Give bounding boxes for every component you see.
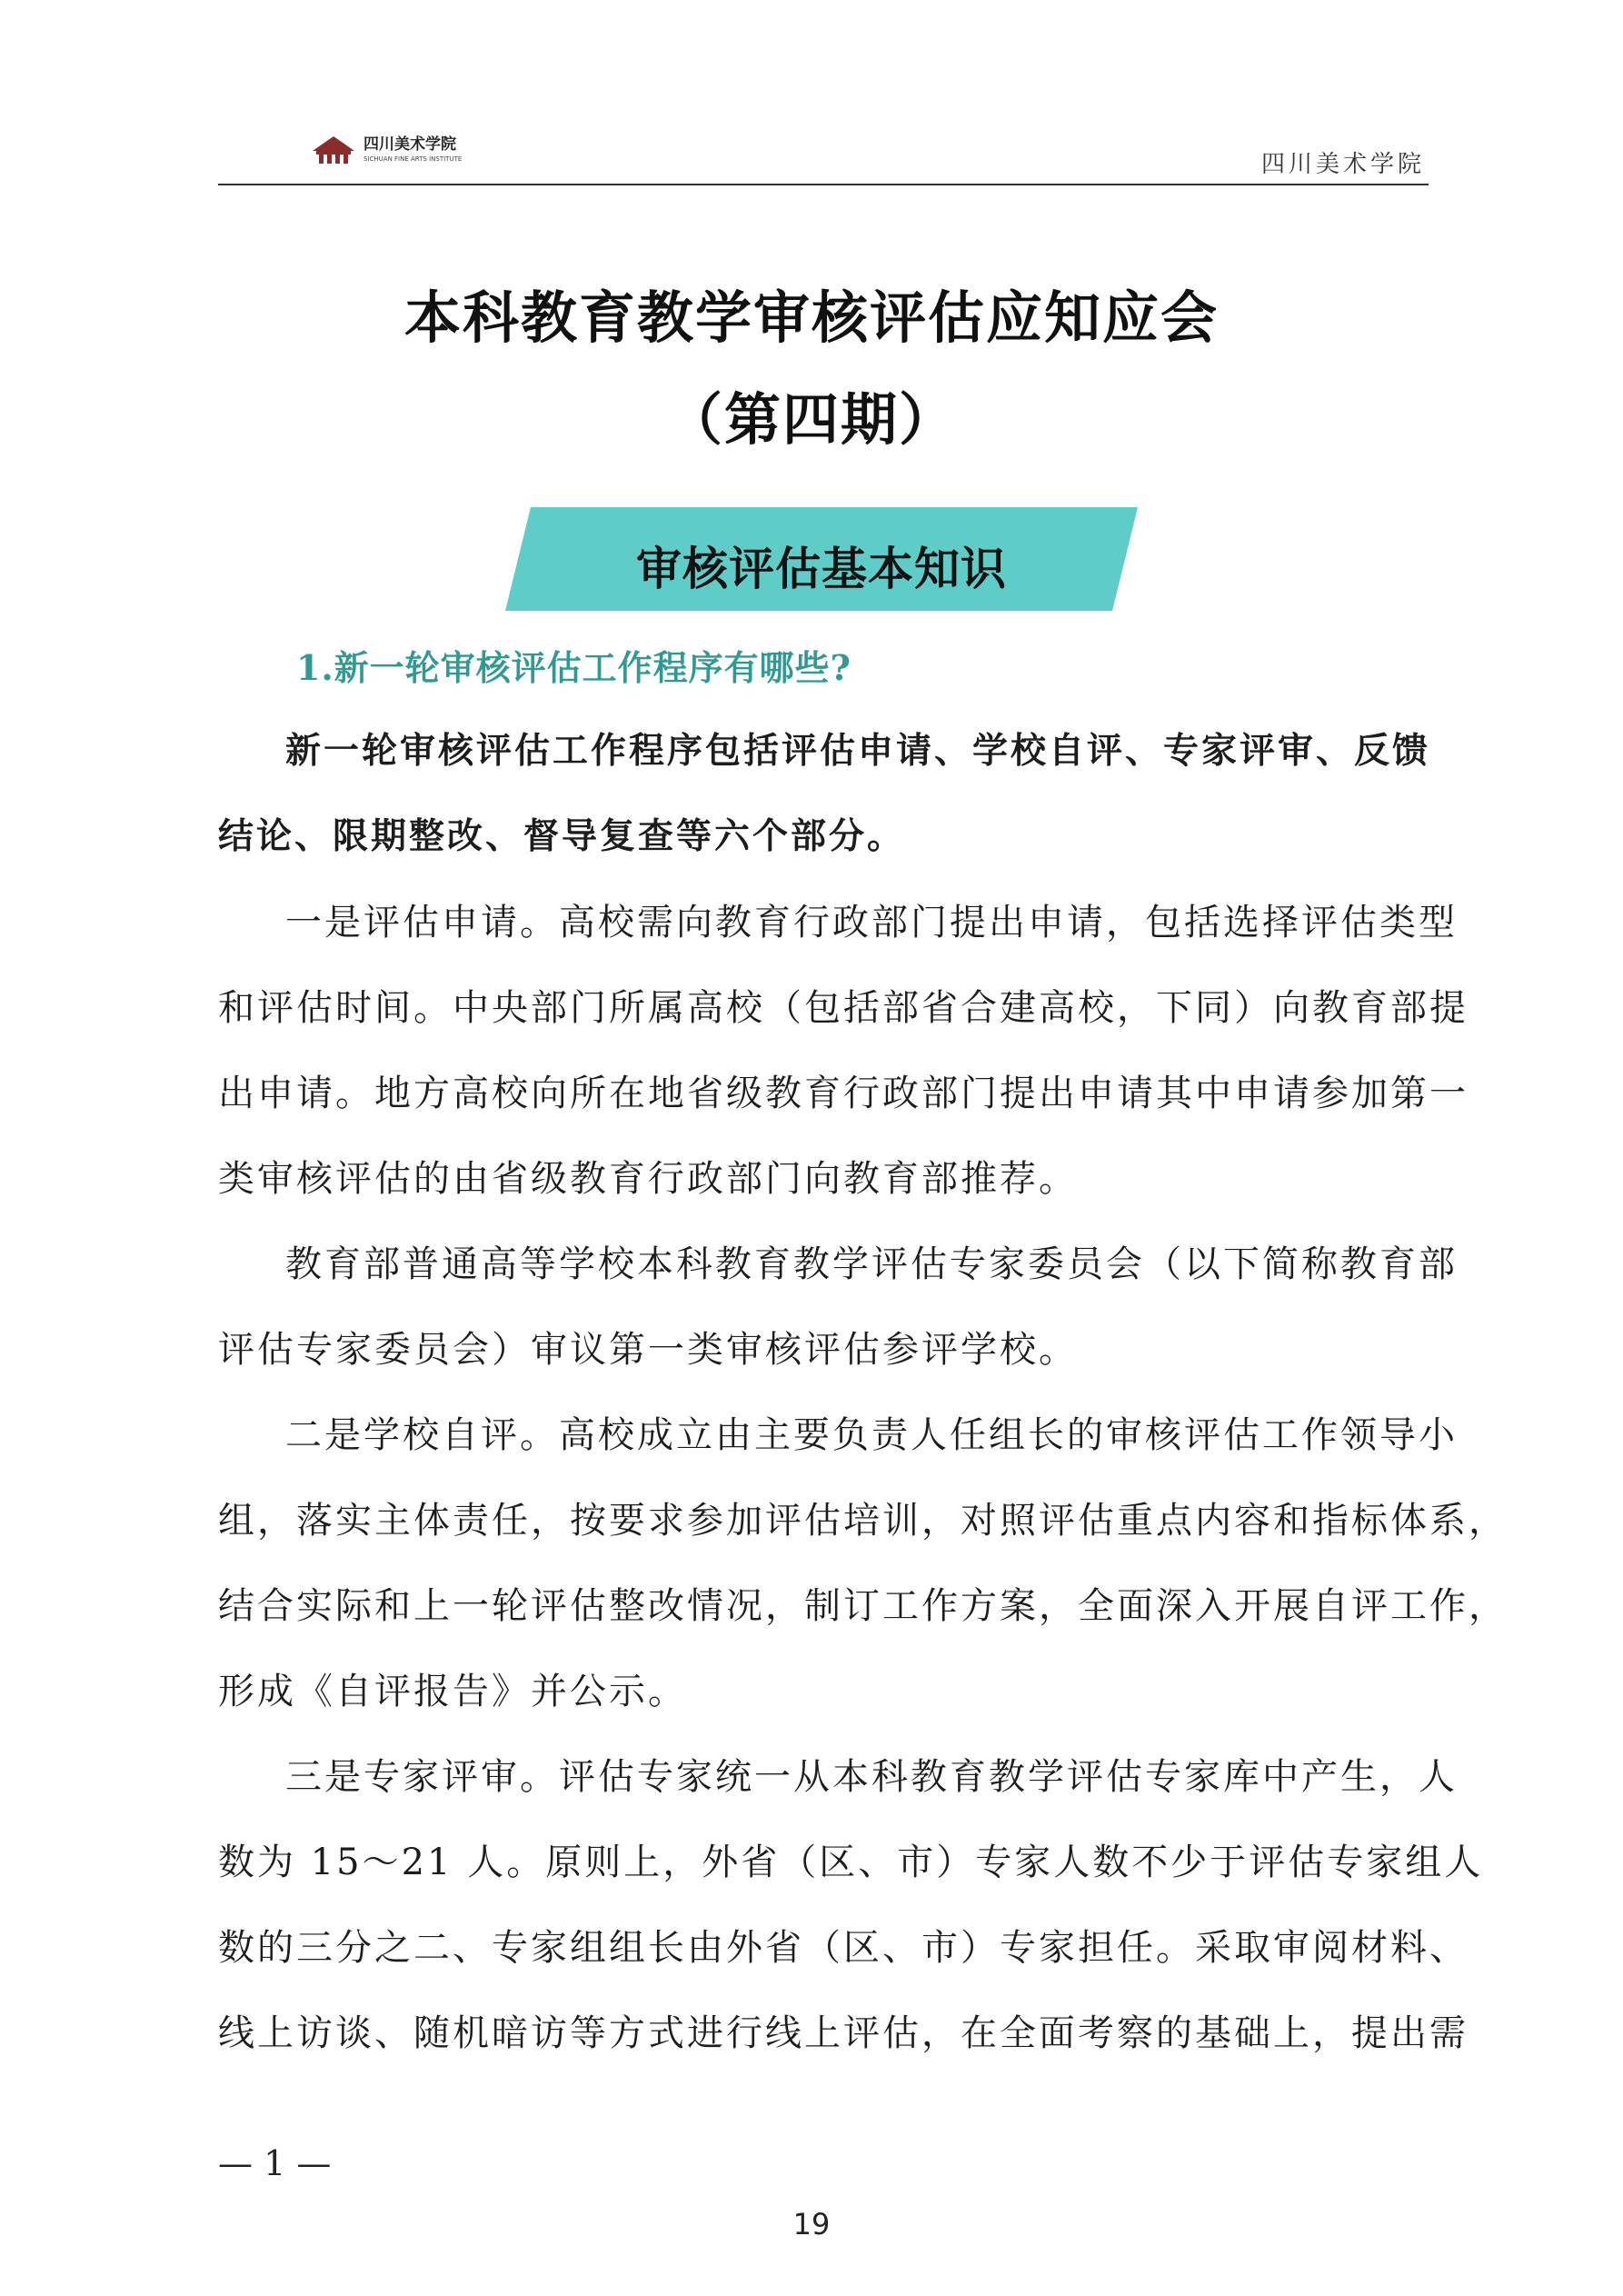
logo-text-en: SICHUAN FINE ARTS INSTITUTE [363,155,463,163]
institute-logo-icon [311,124,470,165]
header-org-name: 四川美术学院 [1260,151,1425,178]
paragraph-line: 类审核评估的由省级教育行政部门向教育部推荐。 [218,1158,1078,1200]
paragraph-line: 一是评估申请。高校需向教育行政部门提出申请，包括选择评估类型 [285,902,1458,943]
paragraph-evaluation-application [218,880,1469,1222]
paragraph-expert-review [218,1734,1484,2076]
page-title: 本科教育教学审核评估应知应会 [403,285,1219,351]
paragraph-line: 和评估时间。中央部门所属高校（包括部省合建高校，下同）向教育部提 [218,987,1469,1029]
header-logo [311,124,470,165]
paragraph-line: 形成《自评报告》并公示。 [218,1671,687,1712]
paragraph-line: 评估专家委员会）审议第一类审核评估参评学校。 [218,1329,1078,1371]
paragraph-line: 组，落实主体责任，按要求参加评估培训，对照评估重点内容和指标体系， [218,1500,1508,1542]
paragraph-expert-committee [218,1222,1458,1393]
page-number: 19 [792,2207,831,2241]
paragraph-line: 数的三分之二、专家组组长由外省（区、市）专家担任。采取审阅材料、 [218,1927,1469,1969]
answer-summary [218,709,1429,880]
page-subtitle: （第四期） [665,386,957,453]
answer-line: 结论、限期整改、督导复查等六个部分。 [218,816,906,857]
paragraph-line: 结合实际和上一轮评估整改情况，制订工作方案，全面深入开展自评工作， [218,1585,1508,1627]
paragraph-line: 二是学校自评。高校成立由主要负责人任组长的审核评估工作领导小 [285,1414,1458,1456]
paragraph-line: 线上访谈、随机暗访等方式进行线上评估，在全面考察的基础上，提出需 [218,2012,1469,2054]
paragraph-line: 数为 15～21 人。原则上，外省（区、市）专家人数不少于评估专家组人 [218,1842,1484,1883]
paragraph-line: 出申请。地方高校向所在地省级教育行政部门提出申请其中申请参加第一 [218,1073,1469,1114]
paragraph-line: 三是专家评审。评估专家统一从本科教育教学评估专家库中产生，人 [285,1756,1458,1798]
paragraph-self-evaluation [218,1393,1508,1734]
paragraph-line: 教育部普通高等学校本科教育教学评估专家委员会（以下简称教育部 [285,1243,1458,1285]
header-divider [218,184,1429,185]
document-page-marker: — 1 — [218,2143,332,2183]
logo-text-cn: 四川美术学院 [363,135,456,154]
section-banner [505,507,1138,611]
question-heading: 1.新一轮审核评估工作程序有哪些? [296,647,851,688]
answer-line: 新一轮审核评估工作程序包括评估申请、学校自评、专家评审、反馈 [285,731,1431,772]
section-heading: 审核评估基本知识 [636,543,1007,595]
